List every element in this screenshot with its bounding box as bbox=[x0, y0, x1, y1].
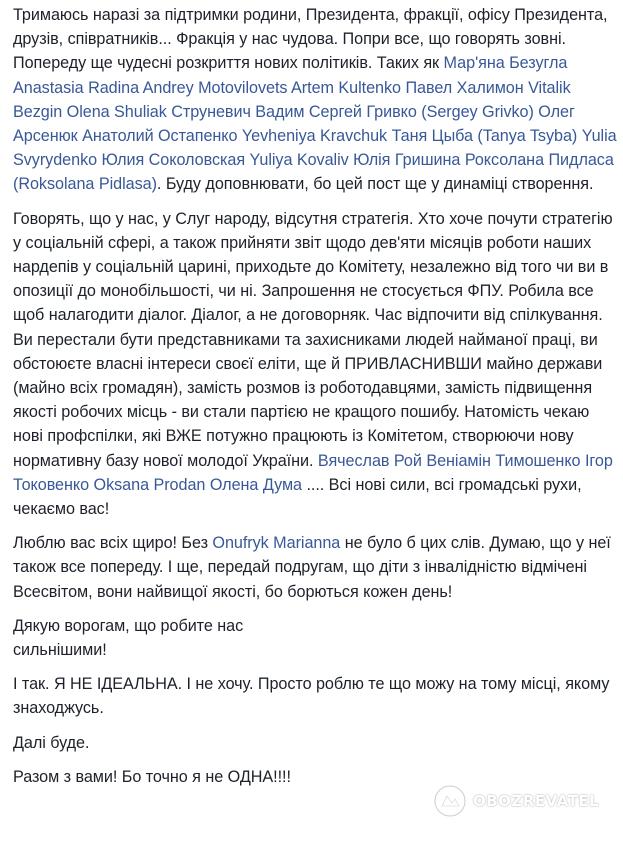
mention-yulia-svyrydenko[interactable]: Yulia Svyrydenko bbox=[13, 127, 617, 170]
paragraph-text: Говорять, що у нас, у Слуг народу, відсутня стратегія. Хто хоче почути стратегію у соціальній сфері, а також прийняти звіт щодо дев'яти місяців роботи наших нардепів у соціальній царині, приходьте до Комітету, незалежно від того чи ви в опозиції до монобільшості, чи ні. Запрошення не стосується ФПУ. Робила все щоб налагодити діалог. Діалог, а не договорняк. Час відпочити від спілкування. Ви перестали бути представниками та захисниками людей найманої праці, ви обстоюєте власні інтереси своєї еліти, ще й ПРИВЛАСНИВШИ майно держави (майно всіх громадян), замість розмов із роботодавцями, замість підвищення якості робочих місць - ви стали партією не кращого пошибу. Натомість чекаю нові профспілки, які ВЖЕ потужно працюють із Комітетом, створюючи нову нормативну базу нової молодої України. bbox=[13, 209, 613, 470]
mention-oksana-prodan[interactable]: Oksana Prodan bbox=[93, 475, 206, 494]
post-paragraph-3 bbox=[13, 531, 617, 604]
mention-yevheniya-kravchuk[interactable]: Yevheniya Kravchuk bbox=[241, 127, 388, 146]
paragraph-text: Люблю вас всіх щиро! Без bbox=[13, 534, 213, 553]
mention-vitalik-bezgin[interactable]: Vitalik Bezgin bbox=[13, 78, 571, 121]
paragraph-text: сильнішими! bbox=[13, 641, 107, 660]
paragraph-text: .... Всі нові сили, всі громадські рухи, чекаємо вас! bbox=[13, 475, 582, 519]
mention-andrey-motovilovets[interactable]: Andrey Motovilovets bbox=[142, 78, 288, 97]
mention-олег-арсенюк[interactable]: Олег Арсенюк bbox=[13, 102, 575, 146]
mention-yuliya-kovaliv[interactable]: Yuliya Kovaliv bbox=[249, 151, 349, 170]
mention-юлія-гришина[interactable]: Юлія Гришина bbox=[353, 151, 461, 170]
mention-струневич-вадим[interactable]: Струневич Вадим bbox=[171, 102, 305, 121]
mention-сергей-гривко-sergey-grivko[interactable]: Сергей Гривко (Sergey Grivko) bbox=[308, 102, 534, 121]
mention-anastasia-radina[interactable]: Anastasia Radina bbox=[13, 78, 140, 97]
mention-павел-халимон[interactable]: Павел Халимон bbox=[405, 78, 524, 97]
post-paragraph-4 bbox=[13, 614, 617, 662]
mention-onufryk-marianna[interactable]: Onufryk Marianna bbox=[212, 534, 341, 553]
post-paragraph-6: Далі буде. bbox=[13, 733, 90, 752]
obozrevatel-logo-icon bbox=[433, 784, 467, 818]
watermark bbox=[433, 783, 599, 819]
mention-olena-shuliak[interactable]: Olena Shuliak bbox=[66, 102, 167, 121]
post-paragraph-1 bbox=[13, 3, 617, 197]
mention-list bbox=[13, 54, 617, 193]
post-paragraph-7: Разом з вами! Бо точно я не ОДНА!!!! bbox=[13, 767, 291, 786]
post-paragraph-2 bbox=[13, 207, 617, 522]
paragraph-text: Дякую ворогам, що робите нас bbox=[13, 616, 244, 635]
mention-ігор-токовенко[interactable]: Ігор Токовенко bbox=[13, 451, 613, 494]
watermark-text: OBOZREVATEL bbox=[473, 792, 600, 810]
mention-artem-kultenko[interactable]: Artem Kultenko bbox=[291, 78, 401, 97]
mention-таня-цыба-tanya-tsyba[interactable]: Таня Цыба (Tanya Tsyba) bbox=[391, 127, 578, 146]
mention-мар-яна-безугла[interactable]: Мар'яна Безугла bbox=[443, 54, 568, 73]
paragraph-text: не було б цих слів. Думаю, що у неї також все попереду. І ще, передай подругам, що діти з інвалідністю відмічені Всесвітом, вони найвищої якості, бо борються кожен день! bbox=[13, 534, 611, 601]
mention-анатолий-остапенко[interactable]: Анатолий Остапенко bbox=[82, 127, 238, 146]
paragraph-text: Тримаюсь наразі за підтримки родини, Президента, фракції, офісу Президента, друзів, співратників... Фракція у нас чудова. Попри все, що говорять зовні. Попереду ще чудесні розкриття нових політиків. Таких як bbox=[13, 6, 608, 73]
mention-веніамін-тимошенко[interactable]: Веніамін Тимошенко bbox=[426, 451, 581, 470]
paragraph-text: . Буду доповнювати, бо цей пост ще у динаміці створення. bbox=[156, 175, 594, 194]
mention-олена-дума[interactable]: Олена Дума bbox=[209, 475, 302, 494]
mention-юлия-соколовская[interactable]: Юлия Соколовская bbox=[101, 151, 246, 170]
post-paragraph-5: І так. Я НЕ ІДЕАЛЬНА. І не хочу. Просто роблю те що можу на тому місці, якому знаходжусь. bbox=[13, 675, 610, 718]
mention-вячеслав-рой[interactable]: Вячеслав Рой bbox=[317, 451, 422, 470]
post-body bbox=[13, 3, 617, 799]
mention-роксолана-пидласа-roksolana-pidlasa[interactable]: Роксолана Пидласа (Roksolana Pidlasa) bbox=[13, 151, 614, 194]
